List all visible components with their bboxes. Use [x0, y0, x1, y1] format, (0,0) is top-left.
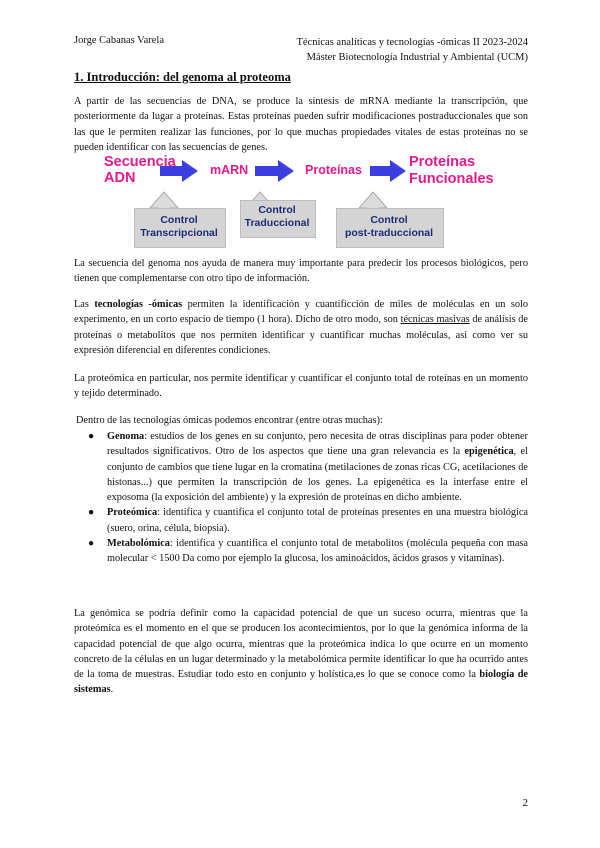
page-number: 2 [522, 797, 528, 809]
bullet-dot: ● [88, 431, 95, 442]
list-item-proteomica: ● Proteómica: identifica y cuantifica el conjunto total de proteínas presentes en una muestra biológica (suero, orina, célula, biopsia). [88, 507, 528, 534]
intro-paragraph: A partir de las secuencias de DNA, se produce la síntesis de mRNA mediante la transcripción, que posteriormente da lugar a proteínas. Estas proteínas pueden sufrir modificaciones postraduccionales que son las que le permiten realizar las funciones, por lo que muchas propiedades vitales de estas proteínas no se pueden identificar con las secuencias de genes. [74, 96, 528, 153]
final-paragraph: La genómica se podría definir como la capacidad potencial de que un suceso ocurra, mientras que la proteómica es el momento en el que se producen los acontecimientos, por lo que la genómica informa de la capacidad potencial de que algo ocurra, mientras que la proteómica indica lo que ocurre en un momento concreto de la células en un lugar determinado y la metabolómica permite identificar lo que ha ocurrido antes de la toma de muestras. Estudiar todo esto en conjunto y holística,es lo que se conoce como la biología de sistemas. [74, 608, 528, 696]
proteomics-paragraph: La proteómica en particular, nos permite identificar y cuantificar el conjunto total de roteínas en un momento y tejido determinado. [74, 373, 528, 400]
bullet-dot: ● [88, 538, 95, 550]
omics-term: tecnologías -ómicas [94, 299, 183, 310]
control-post-traduccional-label: Control post-traduccional [344, 214, 434, 239]
stage-proteinas: Proteínas [305, 163, 362, 177]
stage-proteinas-funcionales: Proteínas Funcionales [409, 154, 494, 187]
arrow-proteinas-to-funcionales [370, 160, 406, 182]
stage-secuencia-adn: Secuencia ADN [104, 154, 176, 186]
header-course: Técnicas analíticas y tecnologías -ómicas II 2023-2024 [296, 37, 528, 48]
control-transcripcional-label: Control Transcripcional [140, 214, 218, 239]
header-program: Máster Biotecnología Industrial y Ambiental (UCM) [306, 52, 528, 63]
systems-biology-term: biología de sistemas [74, 669, 528, 696]
header-course-info [296, 35, 528, 65]
massive-techniques-term: técnicas masivas [400, 314, 470, 326]
list-item-genoma: ● Genoma: estudios de los genes en su conjunto, pero necesita de otras disciplinas para poder obtener resultados significativos. Otro de los aspectos que tiene una gran relevancia es la epigenética, el conjunto de cambios que tiene lugar en la cromatina (metilaciones de zonas ricas CG, acetilaciones de histonas...) que permiten la transcripción de los genes. La epigenética es la interfase entre el exposoma (la exposición del ambiente) y la expresión de proteínas en dicho ambiente. [88, 431, 528, 504]
stage-marn: mARN [210, 163, 249, 177]
omics-list [74, 429, 528, 567]
control-traduccional-label: Control Traduccional [244, 204, 310, 229]
section-title: 1. Introducción: del genoma al proteoma [74, 70, 291, 84]
list-intro: Dentro de las tecnologías ómicas podemos encontrar (entre otras muchas): [76, 415, 383, 426]
list-item-metabolomica: ● Metabolómica: identifica y cuantifica el conjunto total de metabolitos (molécula pequeña con masa molecular < 1500 Da como por ejemplo la glucosa, los aminoácidos, ácidos grasos y vitaminas). [88, 538, 528, 565]
genome-paragraph: La secuencia del genoma nos ayuda de manera muy importante para predecir los procesos biológicos, pero tienen que complementarse con otro tipo de información. [74, 258, 528, 285]
omics-paragraph: Las tecnologías -ómicas permiten la identificación y cuantificción de miles de moléculas en un solo experimento, en un corto espacio de tiempo (1 hora). Dicho de otro modo, son técnicas masivas de análisis de proteínas o metabolitos que nos permiten identificar y cuantificar muchas moléculas, así como ver su expresión diferencial en diferentes condiciones. [74, 299, 529, 356]
central-dogma-diagram [100, 152, 500, 252]
bullet-dot: ● [88, 507, 95, 519]
arrow-marn-to-proteinas [255, 160, 294, 182]
header-author: Jorge Cabanas Varela [74, 35, 164, 46]
